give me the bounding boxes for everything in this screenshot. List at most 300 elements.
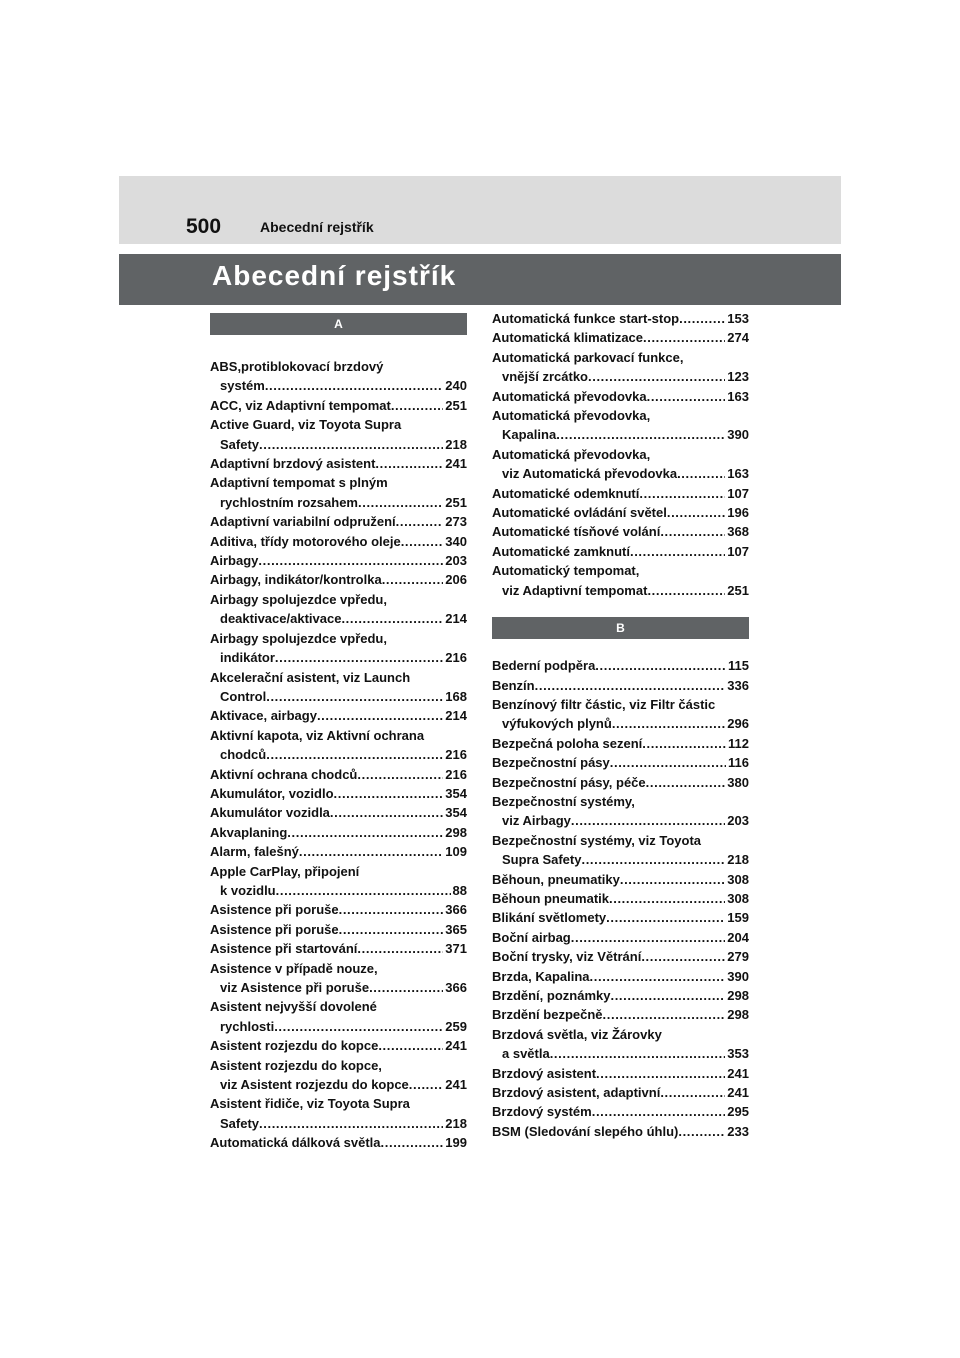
index-entry — [210, 473, 467, 512]
index-entry-line — [210, 454, 467, 473]
dot-leader — [341, 609, 443, 628]
index-entry — [492, 484, 749, 503]
index-entry-term: Airbagy — [210, 553, 259, 569]
index-entry-term: Akvaplaning — [210, 824, 288, 840]
index-entry-page: 88 — [452, 882, 467, 898]
index-entry-term: Benzínový filtr částic, viz Filtr částic — [492, 696, 716, 712]
dot-leader — [266, 745, 443, 764]
index-entry-line — [492, 889, 749, 908]
dot-leader — [259, 435, 443, 454]
dot-leader — [258, 551, 443, 570]
index-entry-line — [492, 309, 749, 328]
index-entry-page: 365 — [445, 921, 467, 937]
index-entry-continuation: indikátor — [220, 650, 275, 666]
index-entry — [210, 920, 467, 939]
index-entry-line — [210, 765, 467, 784]
section-header-b: B — [492, 617, 749, 639]
index-entry-line — [492, 1122, 749, 1141]
index-entry-line — [492, 542, 749, 561]
index-entry — [210, 1133, 467, 1152]
dot-leader — [330, 803, 443, 822]
index-entry-term: Automatická parkovací funkce, — [492, 349, 684, 365]
dot-leader — [369, 978, 443, 997]
index-entry — [492, 908, 749, 927]
index-column-left — [210, 313, 467, 1153]
index-entry-term: Akumulátor, vozidlo — [210, 785, 334, 801]
index-entry-term: Automatické ovládání světel — [492, 505, 667, 521]
index-entry-term: Asistent nejvyšší dovolené — [210, 999, 377, 1015]
index-entry-page: 274 — [727, 330, 749, 346]
index-column-right — [492, 309, 749, 1141]
index-entry-page: 107 — [727, 543, 749, 559]
dot-leader — [679, 309, 725, 328]
index-entry-term: Automatická funkce start-stop — [492, 311, 680, 326]
index-entry-term: Aktivní kapota, viz Aktivní ochrana — [210, 727, 425, 743]
index-entry-term: Aktivní ochrana chodců — [210, 766, 358, 782]
index-entry-line — [492, 503, 749, 522]
index-entry-continuation: deaktivace/aktivace — [220, 611, 342, 627]
index-entry-line — [210, 551, 467, 570]
index-entry-line — [492, 1044, 749, 1063]
index-entry — [210, 415, 467, 454]
dot-leader — [535, 676, 726, 695]
index-entry-term: Běhoun pneumatik — [492, 890, 610, 906]
index-entry-page: 218 — [445, 436, 467, 452]
index-entry — [492, 387, 749, 406]
index-entry-term: Boční trysky, viz Větrání — [492, 949, 642, 965]
index-entry-term: Blikání světlomety — [492, 910, 607, 926]
index-entry — [492, 870, 749, 889]
index-entry-line — [210, 1133, 467, 1152]
dot-leader — [375, 454, 443, 473]
index-entry-line — [210, 570, 467, 589]
index-list-right-b — [492, 656, 749, 1141]
index-entry — [492, 773, 749, 792]
index-entry-term: Adaptivní brzdový asistent — [210, 456, 376, 472]
index-entry-continuation: viz Asistence při poruše — [220, 980, 370, 995]
index-entry-page: 216 — [445, 747, 467, 763]
index-entry-line — [492, 870, 749, 889]
index-entry-line — [210, 823, 467, 842]
index-entry — [210, 726, 467, 765]
index-entry-page: 206 — [445, 572, 467, 588]
dot-leader — [610, 986, 725, 1005]
index-entry-continuation: viz Airbagy — [502, 813, 571, 829]
index-entry-page: 218 — [727, 852, 749, 868]
dot-leader — [571, 811, 725, 830]
index-entry-term: Asistence při poruše — [210, 902, 339, 918]
index-entry-line — [492, 811, 749, 830]
index-entry-line — [492, 1083, 749, 1102]
index-entry — [210, 765, 467, 784]
index-entry-line — [210, 803, 467, 822]
index-entry — [492, 561, 749, 600]
index-entry-line — [492, 367, 749, 386]
index-entry-page: 298 — [727, 988, 749, 1003]
index-entry — [210, 842, 467, 861]
index-entry-term: Automatická klimatizace — [492, 330, 644, 346]
index-entry-page: 354 — [445, 785, 467, 801]
index-entry-line — [210, 532, 467, 551]
index-entry-page: 340 — [445, 533, 467, 549]
dot-leader — [660, 522, 725, 541]
index-entry-continuation: Kapalina — [502, 427, 557, 443]
index-entry-line — [492, 1102, 749, 1121]
index-entry-page: 203 — [727, 813, 749, 829]
index-entry — [210, 590, 467, 629]
index-entry-line — [492, 484, 749, 503]
index-entry — [210, 668, 467, 707]
dot-leader — [378, 1036, 443, 1055]
dot-leader — [603, 1005, 726, 1024]
index-entry-line — [210, 939, 467, 958]
dot-leader — [639, 484, 725, 503]
index-entry — [492, 1025, 749, 1064]
index-entry-term: Adaptivní variabilní odpružení — [210, 514, 396, 530]
dot-leader — [275, 648, 443, 667]
index-entry-line — [210, 784, 467, 803]
header-band — [119, 176, 841, 244]
index-entry — [492, 656, 749, 675]
index-entry-term: Brzdový asistent — [492, 1065, 597, 1081]
index-entry — [492, 542, 749, 561]
index-entry-term: Bezpečnostní pásy — [492, 755, 610, 771]
index-entry-line — [492, 850, 749, 869]
index-entry — [492, 734, 749, 753]
dot-leader — [610, 753, 726, 772]
index-entry-line — [210, 842, 467, 861]
index-entry-page: 218 — [445, 1115, 467, 1131]
dot-leader — [550, 1044, 726, 1063]
index-entry — [492, 753, 749, 772]
dot-leader — [266, 687, 443, 706]
dot-leader — [358, 493, 443, 512]
index-entry-line — [492, 464, 749, 483]
index-entry-term: Alarm, falešný — [210, 844, 299, 860]
index-entry-term: Adaptivní tempomat s plným — [210, 475, 388, 491]
dot-leader — [677, 464, 725, 483]
index-entry-term: Automatické tísňové volání — [492, 524, 661, 540]
index-entry-line — [210, 376, 467, 395]
index-entry — [492, 967, 749, 986]
dot-leader — [678, 1122, 725, 1141]
index-entry — [210, 1056, 467, 1095]
index-entry-page: 251 — [727, 582, 749, 598]
index-entry-line — [210, 900, 467, 919]
index-entry-continuation: Control — [220, 688, 267, 704]
index-entry-line — [210, 648, 467, 667]
dot-leader — [609, 889, 725, 908]
index-entry-term: Automatické zamknutí — [492, 543, 630, 559]
dot-leader — [630, 542, 725, 561]
dot-leader — [391, 396, 443, 415]
dot-leader — [401, 532, 444, 551]
index-entry-page: 214 — [445, 708, 467, 724]
index-entry — [492, 676, 749, 695]
index-entry-continuation: systém — [220, 378, 265, 394]
index-entry-page: 203 — [445, 553, 467, 569]
index-entry-line — [210, 435, 467, 454]
dot-leader — [396, 512, 444, 531]
index-entry-line — [210, 920, 467, 939]
dot-leader — [588, 367, 725, 386]
index-entry-term: Automatický tempomat, — [492, 563, 640, 579]
index-entry-term: Brzdový asistent, adaptivní — [492, 1085, 661, 1101]
index-entry-continuation: Safety — [220, 1115, 260, 1131]
dot-leader — [265, 376, 443, 395]
index-entry-term: ACC, viz Adaptivní tempomat — [210, 397, 391, 413]
index-entry-continuation: k vozidlu — [220, 882, 276, 898]
index-entry-page: 163 — [727, 388, 749, 404]
index-entry-page: 298 — [445, 824, 467, 840]
index-entry — [492, 792, 749, 831]
index-entry-line — [492, 1064, 749, 1083]
index-entry-term: Asistent rozjezdu do kopce, — [210, 1057, 382, 1073]
index-entry-line — [492, 773, 749, 792]
dot-leader — [595, 656, 726, 675]
index-entry-line — [210, 396, 467, 415]
index-entry-line — [492, 656, 749, 675]
index-entry-term: Asistence při startování — [210, 941, 358, 957]
index-entry-page: 123 — [727, 369, 749, 385]
dot-leader — [339, 920, 444, 939]
dot-leader — [357, 765, 443, 784]
index-entry — [492, 503, 749, 522]
index-entry-line — [492, 947, 749, 966]
index-entry-page: 196 — [727, 505, 749, 521]
index-entry-line — [210, 745, 467, 764]
dot-leader — [276, 881, 451, 900]
dot-leader — [556, 425, 725, 444]
dot-leader — [642, 734, 726, 753]
dot-leader — [259, 1114, 443, 1133]
dot-leader — [382, 570, 444, 589]
index-entry-continuation: a světla — [502, 1046, 550, 1062]
index-entry-term: Automatické odemknutí — [492, 485, 640, 501]
dot-leader — [660, 1083, 725, 1102]
index-entry-page: 216 — [445, 766, 467, 782]
index-entry — [492, 309, 749, 328]
index-entry-page: 116 — [728, 755, 749, 771]
index-entry-continuation: vnější zrcátko — [502, 369, 588, 385]
index-entry — [210, 454, 467, 473]
index-entry-line — [492, 387, 749, 406]
index-entry-line — [210, 512, 467, 531]
index-entry — [210, 959, 467, 998]
index-entry-continuation: Safety — [220, 436, 260, 452]
index-entry-continuation: rychlosti — [220, 1018, 275, 1034]
index-entry-line — [492, 676, 749, 695]
index-entry-line — [210, 1036, 467, 1055]
index-entry-continuation: výfukových plynů — [502, 716, 612, 732]
dot-leader — [381, 1133, 444, 1152]
index-entry-continuation: rychlostním rozsahem — [220, 494, 358, 510]
page-number: 500 — [186, 215, 222, 238]
index-entry-line — [492, 928, 749, 947]
dot-leader — [334, 784, 444, 803]
page-title: Abecední rejstřík — [212, 260, 457, 291]
index-entry — [210, 570, 467, 589]
index-entry-page: 390 — [727, 968, 749, 984]
index-entry — [210, 629, 467, 668]
index-entry — [492, 831, 749, 870]
index-entry-continuation: viz Asistent rozjezdu do kopce — [220, 1077, 409, 1093]
dot-leader — [409, 1075, 444, 1094]
index-entry-page: 241 — [445, 456, 467, 472]
index-entry-term: Asistent řidiče, viz Toyota Supra — [210, 1096, 410, 1112]
index-entry-page: 199 — [445, 1135, 467, 1151]
index-entry — [492, 1064, 749, 1083]
index-entry — [210, 939, 467, 958]
index-entry-line — [492, 522, 749, 541]
index-entry-line — [210, 706, 467, 725]
index-entry — [210, 1036, 467, 1055]
index-entry — [210, 512, 467, 531]
index-entry-page: 241 — [727, 1065, 749, 1081]
index-entry-line — [492, 1005, 749, 1024]
index-entry-term: Bezpečná poloha sezení — [492, 735, 643, 751]
dot-leader — [571, 928, 726, 947]
dot-leader — [596, 1064, 725, 1083]
index-entry-page: 336 — [727, 677, 749, 693]
index-entry-term: Brzdění bezpečně — [492, 1007, 603, 1023]
dot-leader — [581, 850, 725, 869]
dot-leader — [647, 387, 726, 406]
index-entry-page: 366 — [445, 902, 467, 918]
index-entry-page: 107 — [727, 485, 749, 501]
dot-leader — [357, 939, 443, 958]
index-entry-line — [210, 609, 467, 628]
index-entry-page: 298 — [727, 1007, 749, 1023]
index-entry — [210, 784, 467, 803]
index-entry-term: Brzdění, poznámky — [492, 988, 611, 1003]
index-entry-continuation: Supra Safety — [502, 852, 582, 868]
index-entry-term: Aktivace, airbagy — [210, 708, 317, 724]
index-entry — [492, 986, 749, 1005]
index-entry-page: 163 — [727, 466, 749, 482]
index-entry — [210, 900, 467, 919]
index-entry-line — [492, 714, 749, 733]
index-entry-page: 251 — [445, 397, 467, 413]
index-entry-page: 380 — [727, 774, 749, 790]
index-entry — [210, 997, 467, 1036]
index-entry-page: 259 — [445, 1018, 467, 1034]
index-entry-term: Bezpečnostní systémy, — [492, 793, 635, 809]
index-entry-page: 366 — [445, 980, 467, 995]
dot-leader — [274, 1017, 443, 1036]
dot-leader — [643, 328, 725, 347]
dot-leader — [620, 870, 725, 889]
index-entry — [210, 357, 467, 396]
index-entry — [492, 1122, 749, 1141]
index-entry-term: Boční airbag — [492, 929, 571, 945]
index-entry-line — [210, 978, 467, 997]
index-entry-term: Aditiva, třídy motorového oleje — [210, 533, 401, 549]
index-entry-term: ABS,protiblokovací brzdový — [210, 359, 384, 374]
index-entry-page: 273 — [445, 514, 467, 530]
index-entry-page: 240 — [445, 378, 467, 394]
index-entry — [210, 823, 467, 842]
index-entry-page: 216 — [445, 650, 467, 666]
index-entry-line — [210, 687, 467, 706]
dot-leader — [299, 842, 443, 861]
index-entry-page: 241 — [445, 1077, 467, 1093]
index-entry-line — [492, 328, 749, 347]
index-entry-term: Bezpečnostní pásy, péče — [492, 774, 646, 790]
index-entry-continuation: chodců — [220, 747, 267, 763]
index-entry — [210, 1094, 467, 1133]
index-entry-term: Automatická převodovka, — [492, 446, 651, 462]
dot-leader — [641, 947, 725, 966]
index-entry-continuation: viz Automatická převodovka — [502, 466, 678, 482]
index-entry — [492, 522, 749, 541]
index-entry-term: Active Guard, viz Toyota Supra — [210, 417, 402, 433]
dot-leader — [612, 714, 725, 733]
index-entry-term: Benzín — [492, 677, 535, 693]
index-list-left — [210, 357, 467, 1153]
index-entry-term: Brzdová světla, viz Žárovky — [492, 1026, 662, 1042]
index-entry-page: 279 — [727, 949, 749, 965]
index-entry-page: 390 — [727, 427, 749, 443]
index-entry — [492, 328, 749, 347]
index-entry — [492, 947, 749, 966]
index-entry-page: 168 — [445, 688, 467, 704]
index-entry — [492, 445, 749, 484]
dot-leader — [287, 823, 443, 842]
index-entry-term: Asistence v případě nouze, — [210, 960, 378, 976]
index-entry-term: Asistence při poruše — [210, 921, 339, 937]
index-entry-page: 112 — [728, 735, 749, 751]
index-entry-line — [210, 493, 467, 512]
index-entry-page: 353 — [727, 1046, 749, 1062]
index-entry-line — [210, 1114, 467, 1133]
index-entry — [210, 396, 467, 415]
dot-leader — [317, 706, 443, 725]
index-entry-continuation: viz Adaptivní tempomat — [502, 582, 648, 598]
index-entry-term: Apple CarPlay, připojení — [210, 863, 360, 879]
dot-leader — [339, 900, 444, 919]
index-entry — [492, 348, 749, 387]
index-entry — [492, 1083, 749, 1102]
index-entry — [210, 532, 467, 551]
index-entry — [492, 1005, 749, 1024]
dot-leader — [606, 908, 725, 927]
index-entry — [492, 1102, 749, 1121]
index-entry-term: Bezpečnostní systémy, viz Toyota — [492, 832, 702, 848]
index-entry-page: 233 — [727, 1123, 749, 1139]
index-entry-term: Akcelerační asistent, viz Launch — [210, 669, 411, 685]
index-entry-page: 214 — [445, 611, 467, 627]
index-entry-page: 153 — [727, 311, 749, 326]
index-entry-page: 159 — [727, 910, 749, 926]
running-title: Abecední rejstřík — [260, 219, 374, 235]
dot-leader — [646, 773, 726, 792]
index-entry — [492, 406, 749, 445]
index-entry-line — [492, 986, 749, 1005]
index-entry-term: Automatická převodovka — [492, 388, 647, 404]
index-entry-term: Asistent rozjezdu do kopce — [210, 1038, 379, 1054]
index-entry-line — [210, 1017, 467, 1036]
index-entry-page: 241 — [445, 1038, 467, 1054]
index-entry — [210, 803, 467, 822]
index-entry-term: Běhoun, pneumatiky — [492, 871, 620, 887]
dot-leader — [667, 503, 725, 522]
index-entry-page: 296 — [727, 716, 749, 732]
index-entry-line — [492, 581, 749, 600]
index-list-right-a — [492, 309, 749, 600]
index-entry — [210, 862, 467, 901]
index-entry-term: Akumulátor vozidla — [210, 805, 330, 821]
